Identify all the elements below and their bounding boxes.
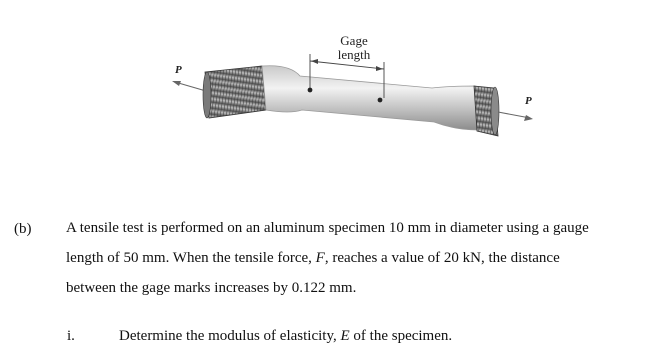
paragraph-line-3: between the gage marks increases by 0.122 mm. — [66, 280, 357, 296]
force-label-right: P — [525, 95, 532, 107]
part-label: (b) — [14, 221, 32, 237]
left-threaded-grip — [203, 66, 266, 118]
right-force-arrow — [498, 112, 533, 121]
paragraph-line-2: length of 50 mm. When the tensile force, F, reaches a value of 20 kN, the distance — [66, 250, 560, 266]
gage-length-label: Gage length — [337, 33, 371, 62]
right-threaded-grip — [474, 86, 499, 136]
specimen-shaft — [262, 66, 478, 130]
paragraph-line-1: A tensile test is performed on an aluminum specimen 10 mm in diameter using a gauge — [66, 220, 589, 236]
force-label-left: P — [175, 64, 182, 76]
right-gage-mark — [378, 98, 383, 103]
question-paragraph — [66, 213, 638, 303]
left-force-arrow — [172, 81, 206, 91]
left-gage-mark — [308, 88, 313, 93]
sub-item-text: Determine the modulus of elasticity, E of the specimen. — [119, 328, 453, 344]
sub-item-number: i. — [67, 328, 75, 344]
